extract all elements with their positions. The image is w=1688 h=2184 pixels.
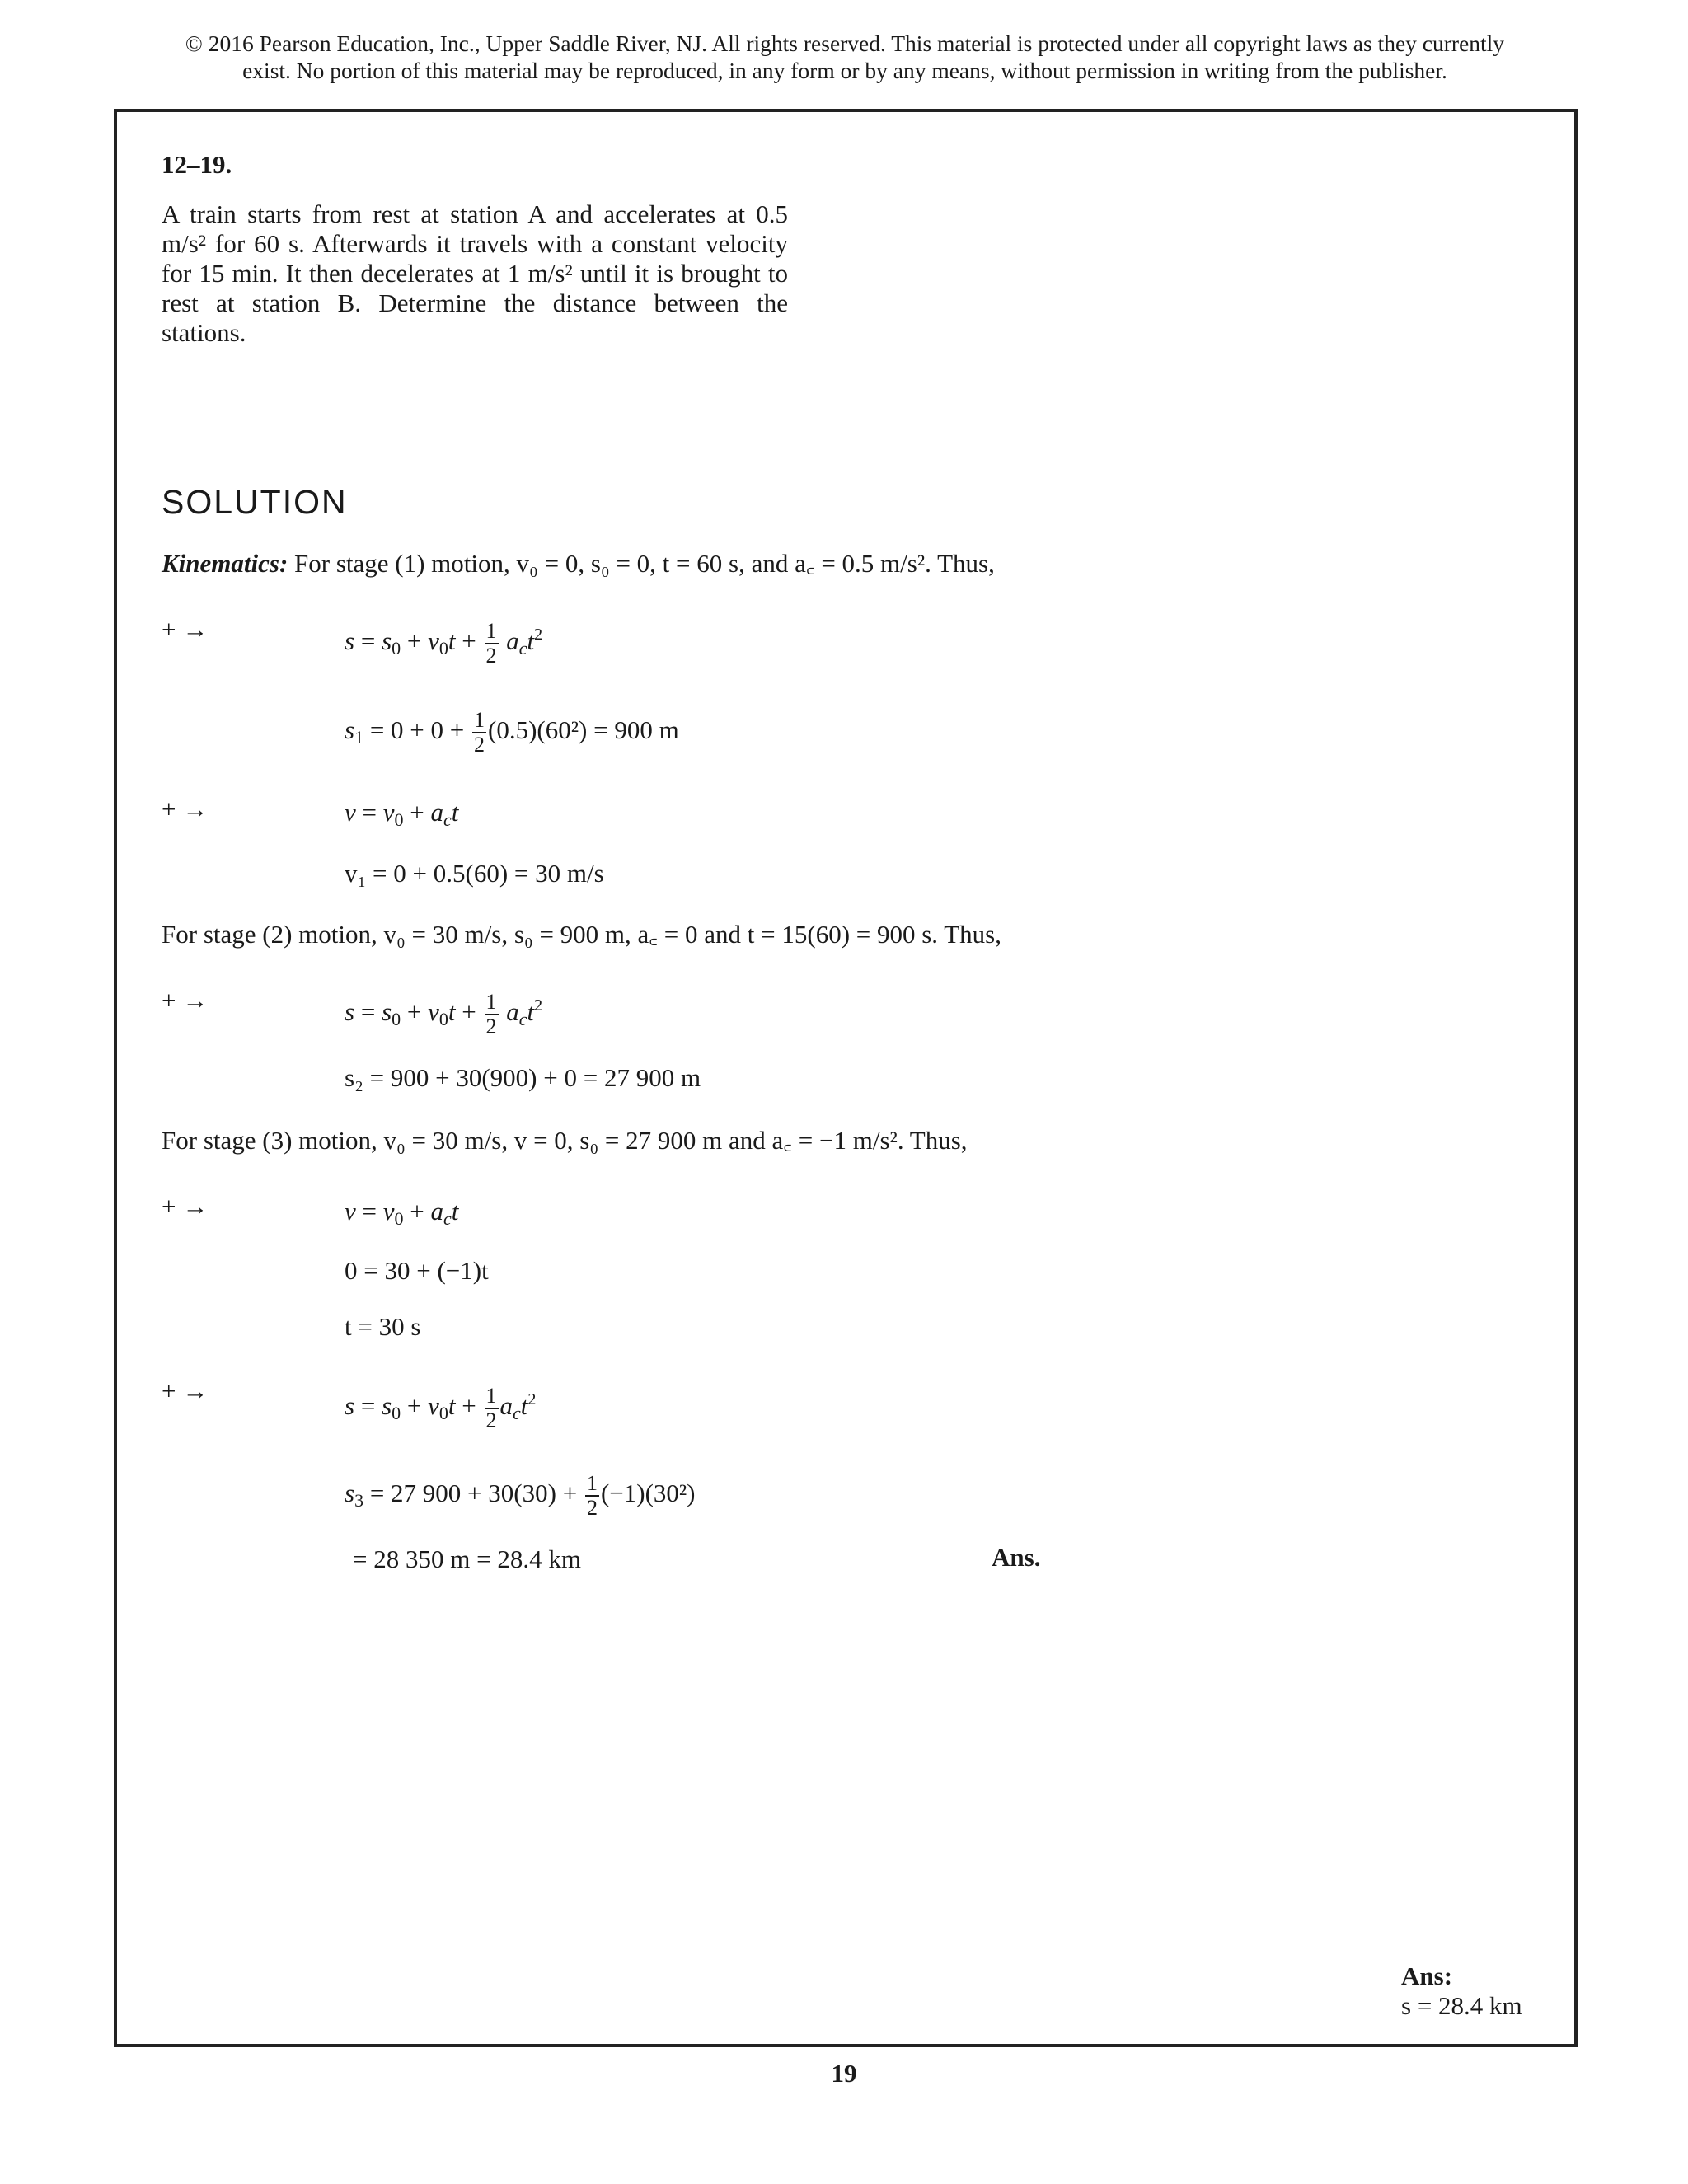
eq-v3-zero: 0 = 30 + (−1)t (345, 1256, 489, 1285)
eq-position-general-2: $s = s_0 + v_0t$ + $\frac{1}{2}$ $a_ct^2$ (345, 990, 543, 1038)
sign-convention-1: + → (162, 615, 209, 644)
ans-inline-label: Ans. (992, 1543, 1041, 1572)
sign-convention-2: + → (162, 794, 209, 823)
eq-s1: $s_1 = 0 + 0$ + $\frac{1}{2}$ (0.5)(60²) = 900 m (345, 708, 679, 757)
eq-velocity-general-1: $v = v_0 + a_ct$ (345, 798, 459, 830)
problem-statement: A train starts from rest at station A and accelerates at 0.5 m/s² for 60 s. Afterwards it travels with a constant velocity for 15 min. It then decelerates at 1 m/s² until it is brought to rest at station B. Determine the distance between the stations. (162, 199, 788, 347)
sign-convention-5: + → (162, 1376, 209, 1405)
stage3-intro: For stage (3) motion, v₀ = 30 m/s, v = 0, s₀ = 27 900 m and a꜀ = −1 m/s². Thus, (162, 1126, 968, 1155)
eq-s3: $s_3 = 27$ 900 + 30(30) + $\frac{1}{2}$ (−1)(30²) (345, 1471, 696, 1520)
sign-convention-4: + → (162, 1192, 209, 1221)
page-number: 19 (831, 2059, 857, 2088)
copyright-line-1: © 2016 Pearson Education, Inc., Upper Saddle River, NJ. All rights reserved. This material is protected under all copyright laws as they currently (185, 30, 1505, 56)
stage2-intro: For stage (2) motion, v₀ = 30 m/s, s₀ = 900 m, a꜀ = 0 and t = 15(60) = 900 s. Thus, (162, 920, 1001, 949)
eq-s3-tail: (−1)(30²) (600, 1479, 696, 1508)
answer-value: s = 28.4 km (1401, 1991, 1522, 2020)
copyright-notice (124, 30, 1566, 84)
stage1-intro (162, 547, 995, 580)
eq-s1-result: (0.5)(60²) = 900 m (488, 715, 679, 745)
eq-t: t = 30 s (345, 1312, 421, 1341)
copyright-line-2: exist. No portion of this material may be reproduced, in any form or by any means, without permission in writing from the publisher. (242, 58, 1447, 83)
eq-s2: s₂ = 900 + 30(900) + 0 = 27 900 m (345, 1063, 701, 1092)
solution-heading: SOLUTION (162, 483, 348, 521)
eq-v1: v₁ = 0 + 0.5(60) = 30 m/s (345, 859, 604, 888)
eq-position-general-3: $s = s_0 + v_0t$ + $\frac{1}{2}$ $a_ct^2$ (345, 1384, 537, 1432)
eq-final: = 28 350 m = 28.4 km (353, 1544, 581, 1573)
problem-frame (114, 109, 1578, 2047)
eq-velocity-general-2: $v = v_0 + a_ct$ (345, 1197, 459, 1229)
sign-convention-3: + → (162, 986, 209, 1015)
eq-position-general-1: $s = s_0 + v_0t$ + $\frac{1}{2}$ $a_ct^2$ (345, 619, 543, 668)
problem-number: 12–19. (162, 150, 232, 179)
kinematics-label: Kinematics: (162, 549, 288, 578)
stage1-intro-text: For stage (1) motion, v₀ = 0, s₀ = 0, t = 60 s, and a꜀ = 0.5 m/s². Thus, (294, 549, 995, 578)
answer-label: Ans: (1401, 1961, 1453, 1990)
